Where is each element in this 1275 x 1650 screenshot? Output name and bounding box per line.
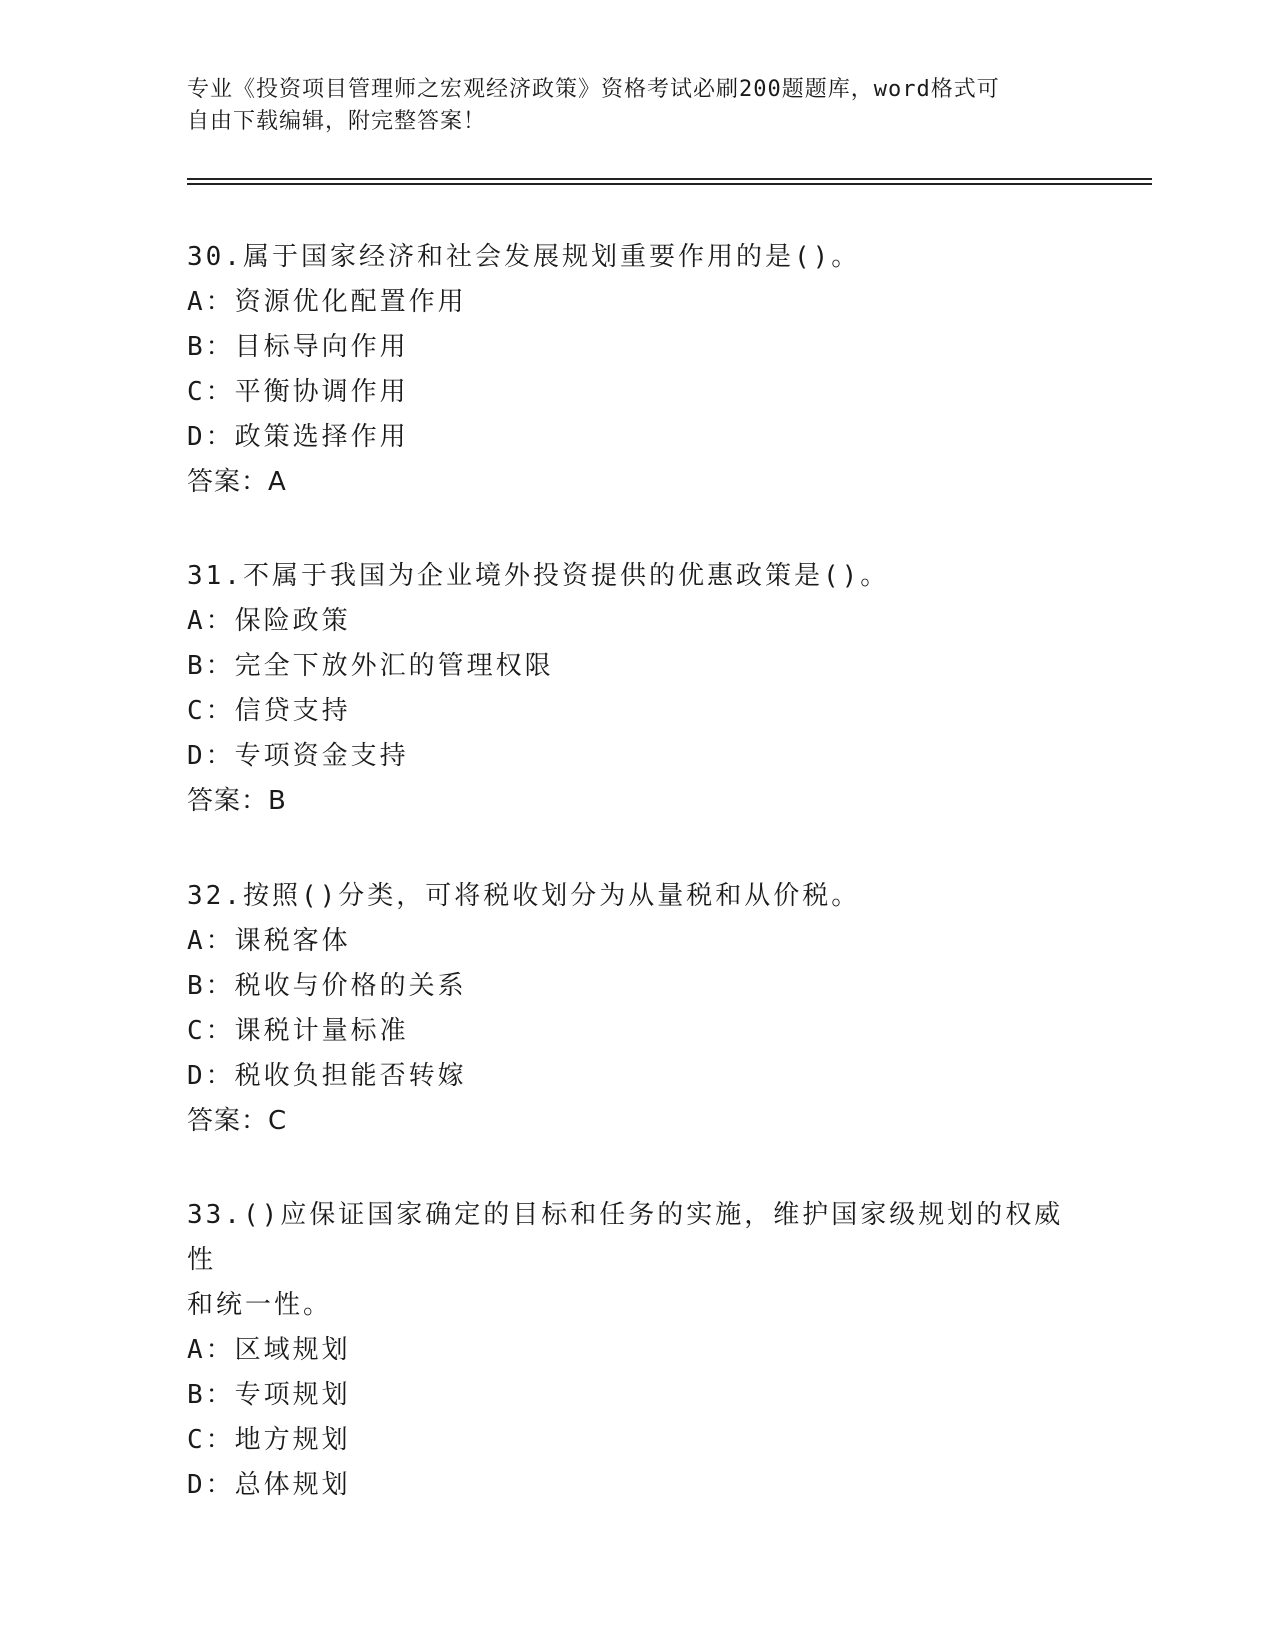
option-c: C：平衡协调作用 — [187, 377, 409, 407]
question-31 — [187, 554, 1087, 824]
option-b: B：完全下放外汇的管理权限 — [187, 651, 554, 681]
option-a: A：区域规划 — [187, 1335, 351, 1365]
option-b: B：专项规划 — [187, 1380, 351, 1410]
question-stem: 31.不属于我国为企业境外投资提供的优惠政策是()。 — [187, 561, 890, 591]
header-line-1: 专业《投资项目管理师之宏观经济政策》资格考试必刷200题题库，word格式可 — [187, 77, 1000, 102]
header-divider-top — [187, 178, 1152, 180]
question-stem-line-1: 33.()应保证国家确定的目标和任务的实施，维护国家级规划的权威性 — [187, 1200, 1064, 1275]
answer: 答案：A — [187, 467, 287, 497]
document-header — [187, 74, 1087, 138]
option-b: B：目标导向作用 — [187, 332, 409, 362]
option-a: A：保险政策 — [187, 606, 351, 636]
header-line-2: 自由下载编辑，附完整答案！ — [187, 109, 487, 134]
option-c: C：地方规划 — [187, 1425, 351, 1455]
answer: 答案：B — [187, 786, 287, 816]
question-30 — [187, 235, 1087, 505]
answer: 答案：C — [187, 1106, 288, 1136]
option-c: C：课税计量标准 — [187, 1016, 409, 1046]
option-a: A：资源优化配置作用 — [187, 287, 467, 317]
question-stem-line-2: 和统一性。 — [187, 1290, 333, 1320]
option-b: B：税收与价格的关系 — [187, 971, 467, 1001]
header-divider-bottom — [187, 183, 1152, 185]
option-d: D：政策选择作用 — [187, 422, 409, 452]
question-33 — [187, 1193, 1087, 1508]
option-c: C：信贷支持 — [187, 696, 351, 726]
option-a: A：课税客体 — [187, 926, 351, 956]
option-d: D：总体规划 — [187, 1470, 351, 1500]
question-32 — [187, 874, 1087, 1144]
option-d: D：税收负担能否转嫁 — [187, 1061, 467, 1091]
question-stem: 30.属于国家经济和社会发展规划重要作用的是()。 — [187, 242, 861, 272]
option-d: D：专项资金支持 — [187, 741, 409, 771]
question-stem: 32.按照()分类，可将税收划分为从量税和从价税。 — [187, 881, 861, 911]
